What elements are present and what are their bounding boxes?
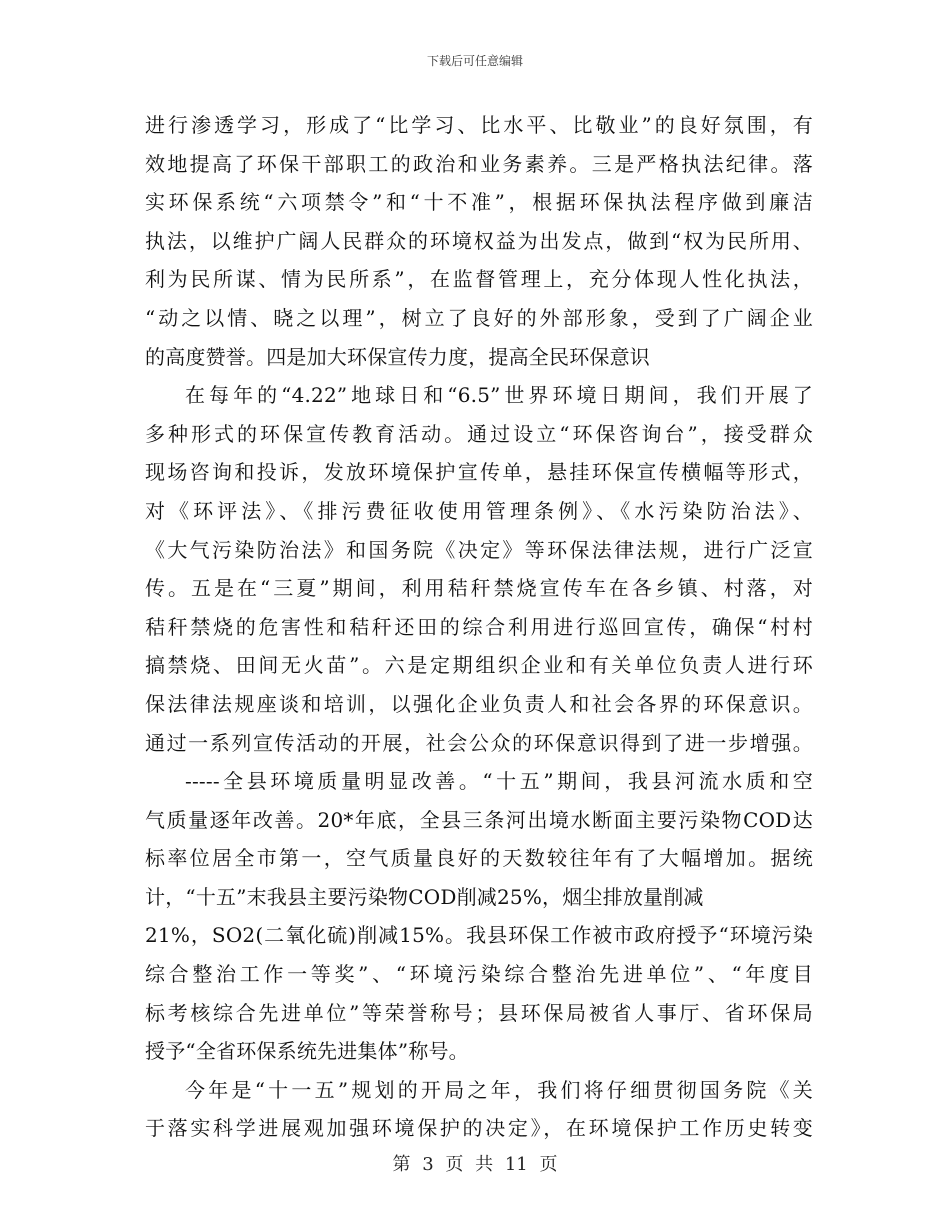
text-line: 搞禁烧、田间无火苗”。六是定期组织企业和有关单位负责人进行环	[145, 653, 813, 678]
text-line: 计，“十五”末我县主要污染物COD削减25%，烟尘排放量削减	[145, 884, 704, 909]
text-line: 标率位居全市第一，空气质量良好的天数较往年有了大幅增加。据统	[145, 846, 813, 871]
text-line: 气质量逐年改善。20*年底，全县三条河出境水断面主要污染物COD达	[145, 807, 813, 832]
page-number: 第 3 页 共 11 页	[392, 1154, 558, 1175]
page-header: 下载后可任意编辑	[426, 54, 523, 68]
text-line: 《大气污染防治法》和国务院《决定》等环保法律法规，进行广泛宣	[145, 537, 813, 562]
text-line: 效地提高了环保干部职工的政治和业务素养。三是严格执法纪律。落	[145, 151, 813, 176]
text-line: 多种形式的环保宣传教育活动。通过设立“环保咨询台”，接受群众	[145, 421, 813, 446]
text-line: 进行渗透学习，形成了“比学习、比水平、比敬业”的良好氛围，有	[145, 113, 813, 137]
paragraph-first-line: 今年是“十一五”规划的开局之年，我们将仔细贯彻国务院《关	[185, 1077, 813, 1102]
text-line: 保法律法规座谈和培训，以强化企业负责人和社会各界的环保意识。	[145, 691, 813, 716]
text-line: 标考核综合先进单位”等荣誉称号；县环保局被省人事厅、省环保局	[145, 1000, 813, 1025]
text-line: 21%，SO2(二氧化硫)削减15%。我县环保工作被市政府授予“环境污染	[145, 923, 813, 948]
text-line: 综合整治工作一等奖”、“环境污染综合整治先进单位”、“年度目	[145, 962, 813, 987]
text-line: 执法，以维护广阔人民群众的环境权益为出发点，做到“权为民所用、	[145, 228, 813, 253]
document-body	[145, 106, 813, 1148]
paragraph-first-line: -----全县环境质量明显改善。“十五”期间，我县河流水质和空	[185, 769, 813, 794]
text-line: 实环保系统“六项禁令”和“十不准”，根据环保执法程序做到廉洁	[145, 190, 813, 215]
text-line: 的高度赞誉。四是加大环保宣传力度，提高全民环保意识	[145, 344, 650, 369]
text-line: 对《环评法》、《排污费征收使用管理条例》、《水污染防治法》、	[145, 498, 813, 523]
text-line: 利为民所谋、情为民所系”，在监督管理上，充分体现人性化执法，	[145, 267, 813, 292]
text-line: 传。五是在“三夏”期间，利用秸秆禁烧宣传车在各乡镇、村落，对	[145, 576, 813, 601]
text-line: “动之以情、晓之以理”，树立了良好的外部形象，受到了广阔企业	[145, 305, 813, 330]
text-line: 现场咨询和投诉，发放环境保护宣传单，悬挂环保宣传横幅等形式，	[145, 460, 813, 485]
text-line: 授予“全省环保系统先进集体”称号。	[145, 1039, 469, 1064]
paragraph-first-line: 在每年的“4.22”地球日和“6.5”世界环境日期间，我们开展了	[185, 383, 813, 408]
text-line: 于落实科学进展观加强环境保护的决定》，在环境保护工作历史转变	[145, 1116, 813, 1141]
text-line: 通过一系列宣传活动的开展，社会公众的环保意识得到了进一步增强。	[145, 730, 813, 755]
text-line: 秸秆禁烧的危害性和秸秆还田的综合利用进行巡回宣传，确保“村村	[145, 614, 813, 639]
